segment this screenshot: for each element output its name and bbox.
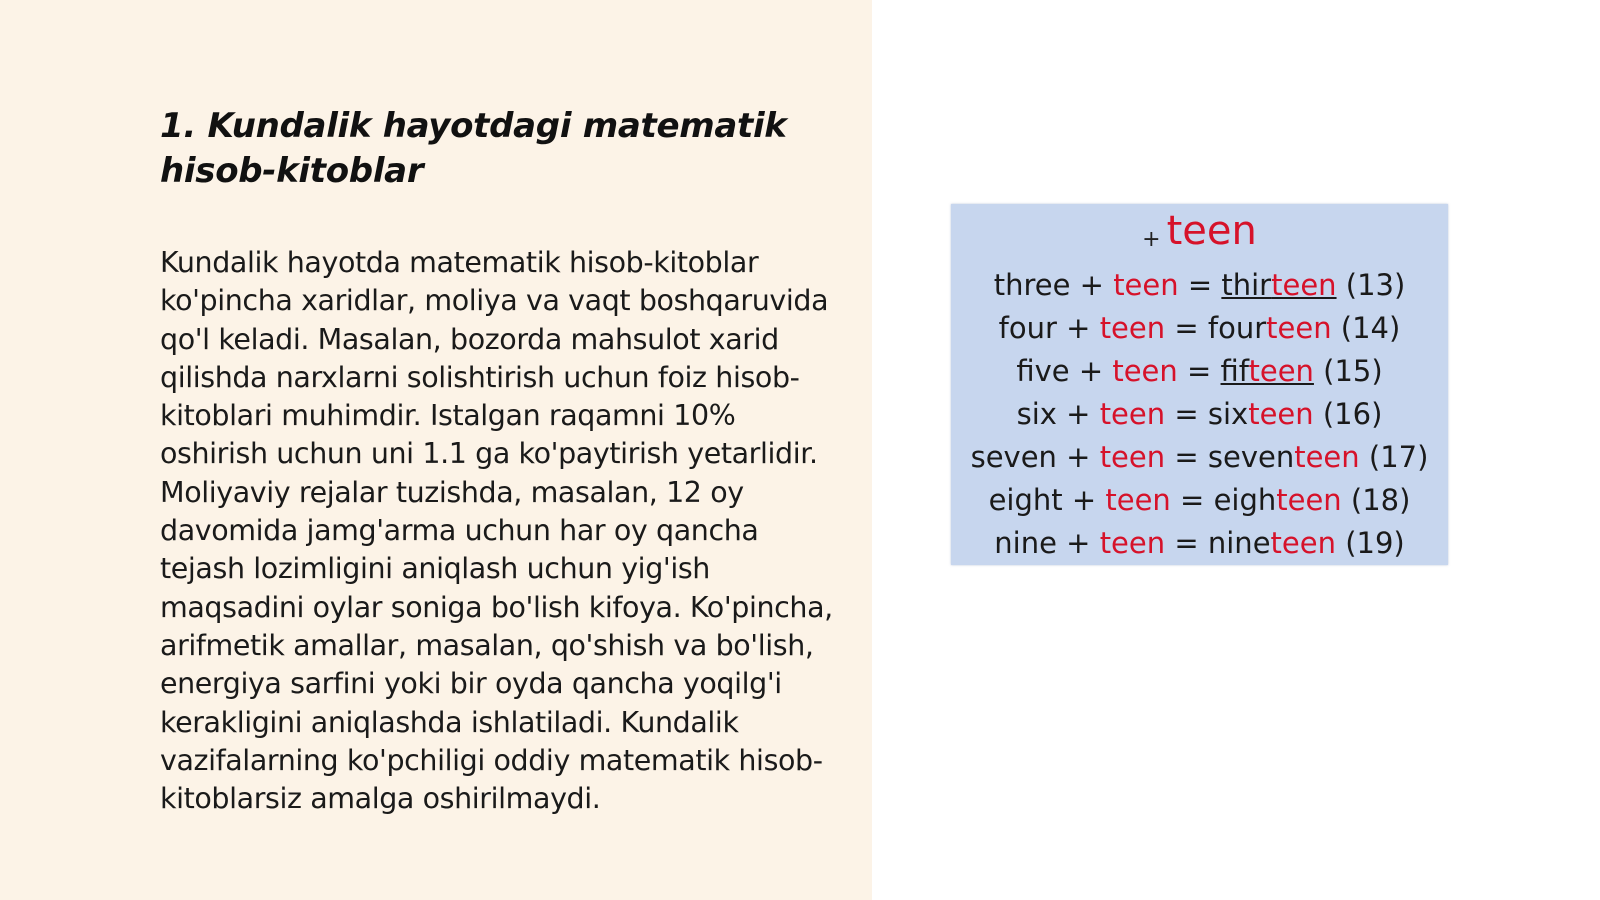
- row-result: [1208, 397, 1314, 431]
- row-equals: =: [1187, 354, 1212, 388]
- row-result-suffix: teen: [1276, 483, 1342, 517]
- row-number: (15): [1323, 354, 1383, 388]
- row-base: six: [1016, 397, 1057, 431]
- row-result-suffix: teen: [1294, 440, 1360, 474]
- row-result-suffix: teen: [1266, 311, 1332, 345]
- row-suffix: teen: [1099, 440, 1166, 474]
- row-result-prefix: nine: [1207, 526, 1271, 560]
- row-result-prefix: eigh: [1213, 483, 1277, 517]
- row-result: [1208, 526, 1336, 560]
- row-base: four: [998, 311, 1057, 345]
- row-result-suffix: teen: [1271, 268, 1337, 302]
- row-suffix: teen: [1113, 268, 1179, 302]
- body-paragraph: Kundalik hayotda matematik hisob-kitoblar ko'pincha xaridlar, moliya va vaqt boshqaruvida qo'l keladi. Masalan, bozorda mahsulot xarid qilishda narxlarni solishtirish uchun foiz hisob-kitoblari muhimdir. Istalgan raqamni 10% oshirish uchun uni 1.1 ga ko'paytirish yetarlidir. Moliyaviy rejalar tuzishda, masalan, 12 oy davomida jamg'arma uchun har oy qancha tejash lozimligini aniqlash uchun yig'ish maqsadini oylar soniga bo'lish kifoya. Ko'pincha, arifmetik amallar, masalan, qo'shish va bo'lish, energiya sarfini yoki bir oyda qancha yoqilg'i kerakligini aniqlashda ishlatiladi. Kundalik vazifalarning ko'pchiligi oddiy matematik hisob-kitoblarsiz amalga oshirilmaydi.: [160, 246, 833, 816]
- teen-header-word: teen: [1166, 208, 1257, 254]
- row-number: (19): [1345, 526, 1405, 560]
- row-result: [1208, 440, 1360, 474]
- teen-row: [951, 522, 1448, 565]
- row-plus: +: [1071, 483, 1097, 517]
- teen-row: [951, 264, 1448, 307]
- title-line-2: hisob-kitoblar: [160, 151, 424, 191]
- row-number: (14): [1340, 311, 1401, 345]
- row-suffix: teen: [1112, 354, 1178, 388]
- row-result: [1221, 354, 1314, 388]
- teen-numbers-image: [951, 204, 1448, 565]
- teen-row: [951, 436, 1448, 479]
- row-plus: +: [1066, 526, 1091, 560]
- row-plus: +: [1066, 397, 1091, 431]
- row-result-suffix: teen: [1248, 397, 1314, 431]
- row-equals: =: [1187, 268, 1213, 302]
- title-line-1: 1. Kundalik hayotdagi matematik: [160, 106, 787, 146]
- row-number: (17): [1368, 440, 1429, 474]
- teen-row: [951, 393, 1448, 436]
- row-equals: =: [1180, 483, 1205, 517]
- teen-row: [951, 479, 1448, 522]
- row-plus: +: [1066, 440, 1091, 474]
- teen-row: [951, 350, 1448, 393]
- row-suffix: teen: [1105, 483, 1171, 517]
- row-base: nine: [994, 526, 1057, 560]
- row-equals: =: [1174, 397, 1199, 431]
- row-suffix: teen: [1099, 526, 1166, 560]
- row-base: eight: [988, 483, 1063, 517]
- row-result: [1221, 268, 1336, 302]
- teen-header-plus: +: [1142, 227, 1161, 252]
- row-result-prefix: thir: [1221, 268, 1272, 302]
- row-number: (18): [1350, 483, 1411, 517]
- teen-row: [951, 307, 1448, 350]
- row-base: seven: [970, 440, 1057, 474]
- row-number: (13): [1345, 268, 1406, 302]
- row-suffix: teen: [1099, 311, 1166, 345]
- teen-header: [951, 208, 1448, 254]
- row-result-suffix: teen: [1270, 526, 1336, 560]
- slide-title: [160, 104, 840, 194]
- row-plus: +: [1079, 268, 1104, 302]
- row-result-suffix: teen: [1248, 354, 1314, 388]
- row-result-prefix: seven: [1207, 440, 1295, 474]
- row-result: [1208, 311, 1332, 345]
- row-result-prefix: four: [1207, 311, 1267, 345]
- row-result-prefix: fif: [1220, 354, 1249, 388]
- row-suffix: teen: [1099, 397, 1166, 431]
- row-result-prefix: six: [1207, 397, 1249, 431]
- row-plus: +: [1078, 354, 1104, 388]
- row-base: five: [1016, 354, 1070, 388]
- row-equals: =: [1174, 440, 1199, 474]
- row-plus: +: [1066, 311, 1091, 345]
- row-equals: =: [1174, 311, 1199, 345]
- row-base: three: [993, 268, 1071, 302]
- row-number: (16): [1322, 397, 1383, 431]
- teen-rows: [951, 264, 1448, 565]
- row-equals: =: [1174, 526, 1199, 560]
- row-result: [1214, 483, 1342, 517]
